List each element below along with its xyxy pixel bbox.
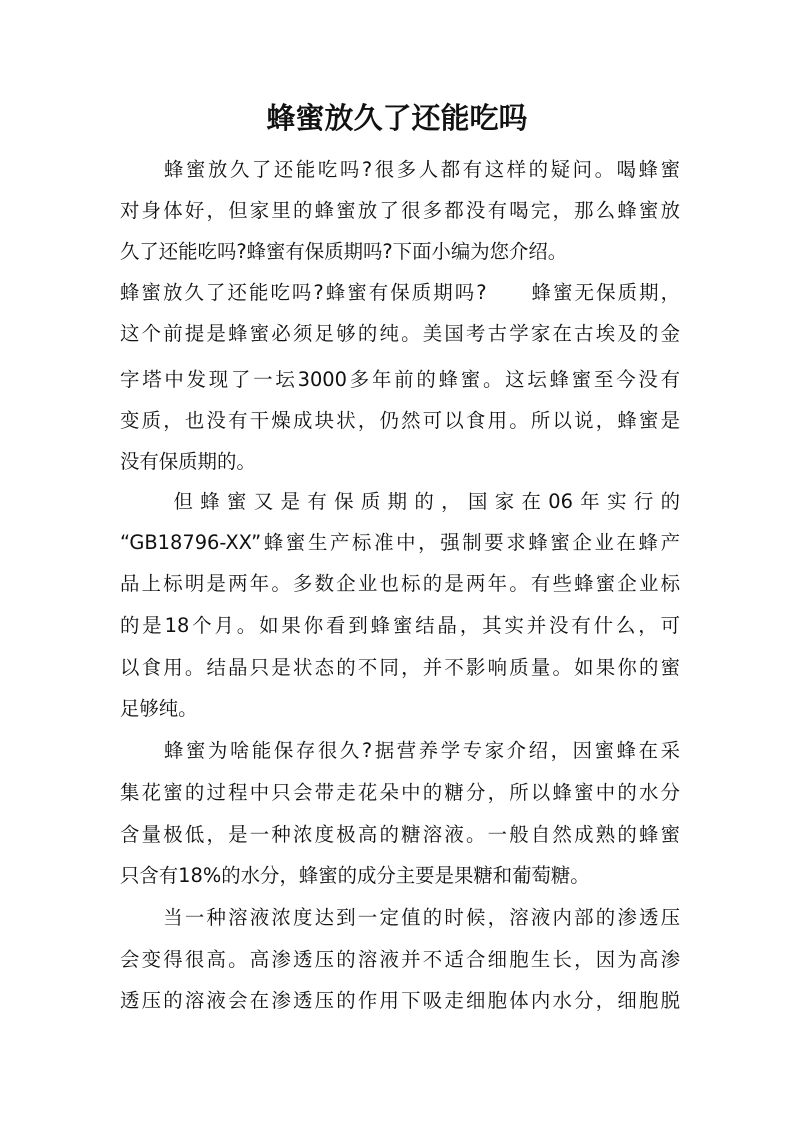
body-text-line: 以食用。结晶只是状态的不同，并不影响质量。如果你的蜜	[120, 656, 680, 679]
body-text-line: 变质，也没有干燥成块状，仍然可以食用。所以说，蜂蜜是	[120, 409, 680, 432]
body-text-line: 蜂蜜放久了还能吃吗?蜂蜜有保质期吗? 蜂蜜无保质期，	[120, 281, 680, 304]
body-text-line: 会变得很高。高渗透压的溶液并不适合细胞生长，因为高渗	[120, 948, 680, 971]
body-text-line: 蜂蜜为啥能保存很久?据营养学专家介绍，因蜜蜂在采	[120, 739, 680, 762]
document-title: 蜂蜜放久了还能吃吗	[266, 101, 528, 135]
body-text-line: 没有保质期的。	[120, 450, 256, 473]
body-text-line: 当一种溶液浓度达到一定值的时候，溶液内部的渗透压	[120, 906, 680, 929]
body-text-line: 透压的溶液会在渗透压的作用下吸走细胞体内水分，细胞脱	[120, 989, 680, 1012]
body-text-line: 对身体好，但家里的蜂蜜放了很多都没有喝完，那么蜂蜜放	[120, 199, 680, 222]
body-text-line: 只含有18%的水分，蜂蜜的成分主要是果糖和葡萄糖。	[120, 864, 590, 887]
body-text-line: 的是18个月。如果你看到蜂蜜结晶，其实并没有什么，可	[120, 614, 680, 637]
body-text-line: “GB18796-XX”蜂蜜生产标准中，强制要求蜂蜜企业在蜂产	[120, 531, 680, 554]
body-text-line: 足够纯。	[120, 697, 198, 720]
body-text-line: 集花蜜的过程中只会带走花朵中的糖分，所以蜂蜜中的水分	[120, 781, 680, 804]
body-text-line: 字塔中发现了一坛3000多年前的蜂蜜。这坛蜂蜜至今没有	[120, 368, 680, 391]
body-text-line: 含量极低，是一种浓度极高的糖溶液。一般自然成熟的蜂蜜	[120, 823, 680, 846]
body-text-line: 品上标明是两年。多数企业也标的是两年。有些蜂蜜企业标	[120, 572, 680, 595]
body-text-line: 但蜂蜜又是有保质期的，国家在06年实行的	[120, 490, 680, 513]
body-text-line: 这个前提是蜂蜜必须足够的纯。美国考古学家在古埃及的金	[120, 322, 680, 345]
body-text-line: 久了还能吃吗?蜂蜜有保质期吗?下面小编为您介绍。	[120, 240, 568, 263]
body-text-line: 蜂蜜放久了还能吃吗?很多人都有这样的疑问。喝蜂蜜	[120, 158, 680, 181]
